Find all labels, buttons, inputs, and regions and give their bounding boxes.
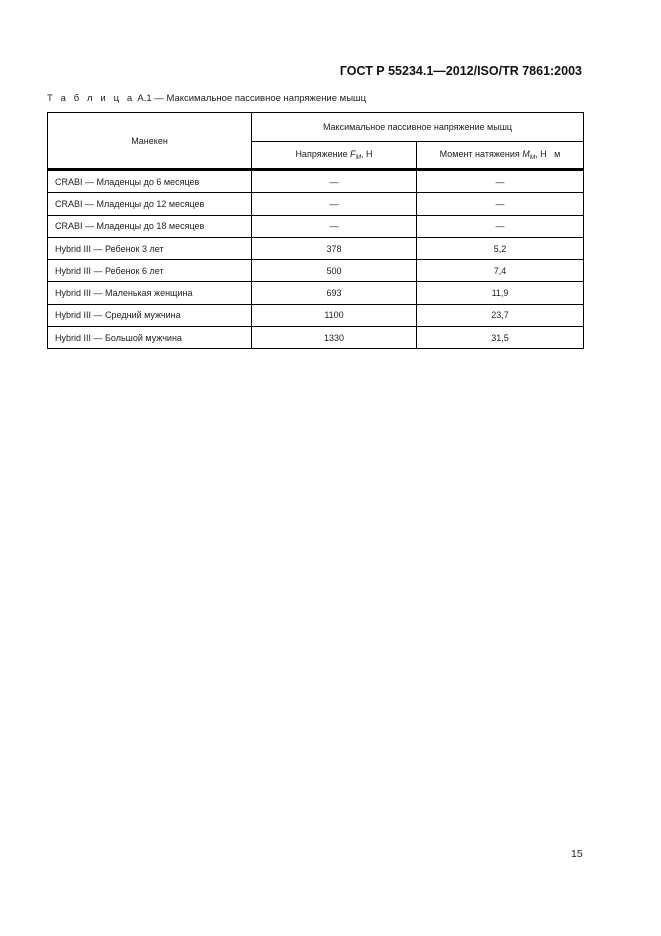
cell-moment: —: [417, 170, 584, 193]
cell-mannequin: Hybrid III — Ребенок 6 лет: [48, 260, 252, 282]
table-row: [48, 327, 584, 349]
cell-force: —: [252, 170, 417, 193]
force-label: Напряжение: [295, 149, 351, 159]
caption-dash: —: [154, 93, 164, 104]
cell-moment: —: [417, 215, 584, 237]
table-row: [48, 215, 584, 237]
column-header-force: [252, 142, 417, 170]
table-row: [48, 237, 584, 259]
page-number: 15: [571, 848, 583, 860]
cell-force: —: [252, 215, 417, 237]
moment-unit: , Н м: [535, 149, 561, 159]
table-row: [48, 304, 584, 326]
force-unit: , Н: [361, 149, 373, 159]
table-row: [48, 193, 584, 215]
cell-force: —: [252, 193, 417, 215]
moment-label: Момент натяжения: [439, 149, 523, 159]
column-header-moment: [417, 142, 584, 170]
cell-force: 1330: [252, 327, 417, 349]
cell-moment: 11,9: [417, 282, 584, 304]
caption-title: Максимальное пассивное напряжение мышц: [166, 93, 367, 104]
cell-force: 693: [252, 282, 417, 304]
cell-mannequin: Hybrid III — Маленькая женщина: [48, 282, 252, 304]
cell-force: 1100: [252, 304, 417, 326]
table-row: [48, 260, 584, 282]
cell-moment: 7,4: [417, 260, 584, 282]
standard-designation: ГОСТ Р 55234.1—2012/ISO/TR 7861:2003: [339, 64, 582, 78]
cell-moment: 31,5: [417, 327, 584, 349]
cell-mannequin: Hybrid III — Средний мужчина: [48, 304, 252, 326]
cell-moment: —: [417, 193, 584, 215]
column-group-header: Максимальное пассивное напряжение мышц: [252, 113, 584, 142]
cell-moment: 23,7: [417, 304, 584, 326]
moment-subscript: M: [529, 154, 536, 161]
cell-force: 378: [252, 237, 417, 259]
cell-mannequin: CRABI — Младенцы до 6 месяцев: [48, 170, 252, 193]
cell-mannequin: CRABI — Младенцы до 18 месяцев: [48, 215, 252, 237]
caption-prefix: Т а б л и ц а: [47, 93, 135, 104]
moment-symbol: M: [522, 149, 530, 159]
cell-moment: 5,2: [417, 237, 584, 259]
table-caption: [47, 93, 366, 104]
table-row: [48, 170, 584, 193]
force-symbol: F: [350, 149, 356, 159]
caption-number: А.1: [137, 93, 152, 104]
cell-mannequin: CRABI — Младенцы до 12 месяцев: [48, 193, 252, 215]
cell-mannequin: Hybrid III — Ребенок 3 лет: [48, 237, 252, 259]
cell-force: 500: [252, 260, 417, 282]
table-row: [48, 282, 584, 304]
muscle-tension-table: [47, 112, 584, 349]
cell-mannequin: Hybrid III — Большой мужчина: [48, 327, 252, 349]
column-header-mannequin: Манекен: [48, 113, 252, 170]
force-subscript: M: [355, 154, 362, 161]
